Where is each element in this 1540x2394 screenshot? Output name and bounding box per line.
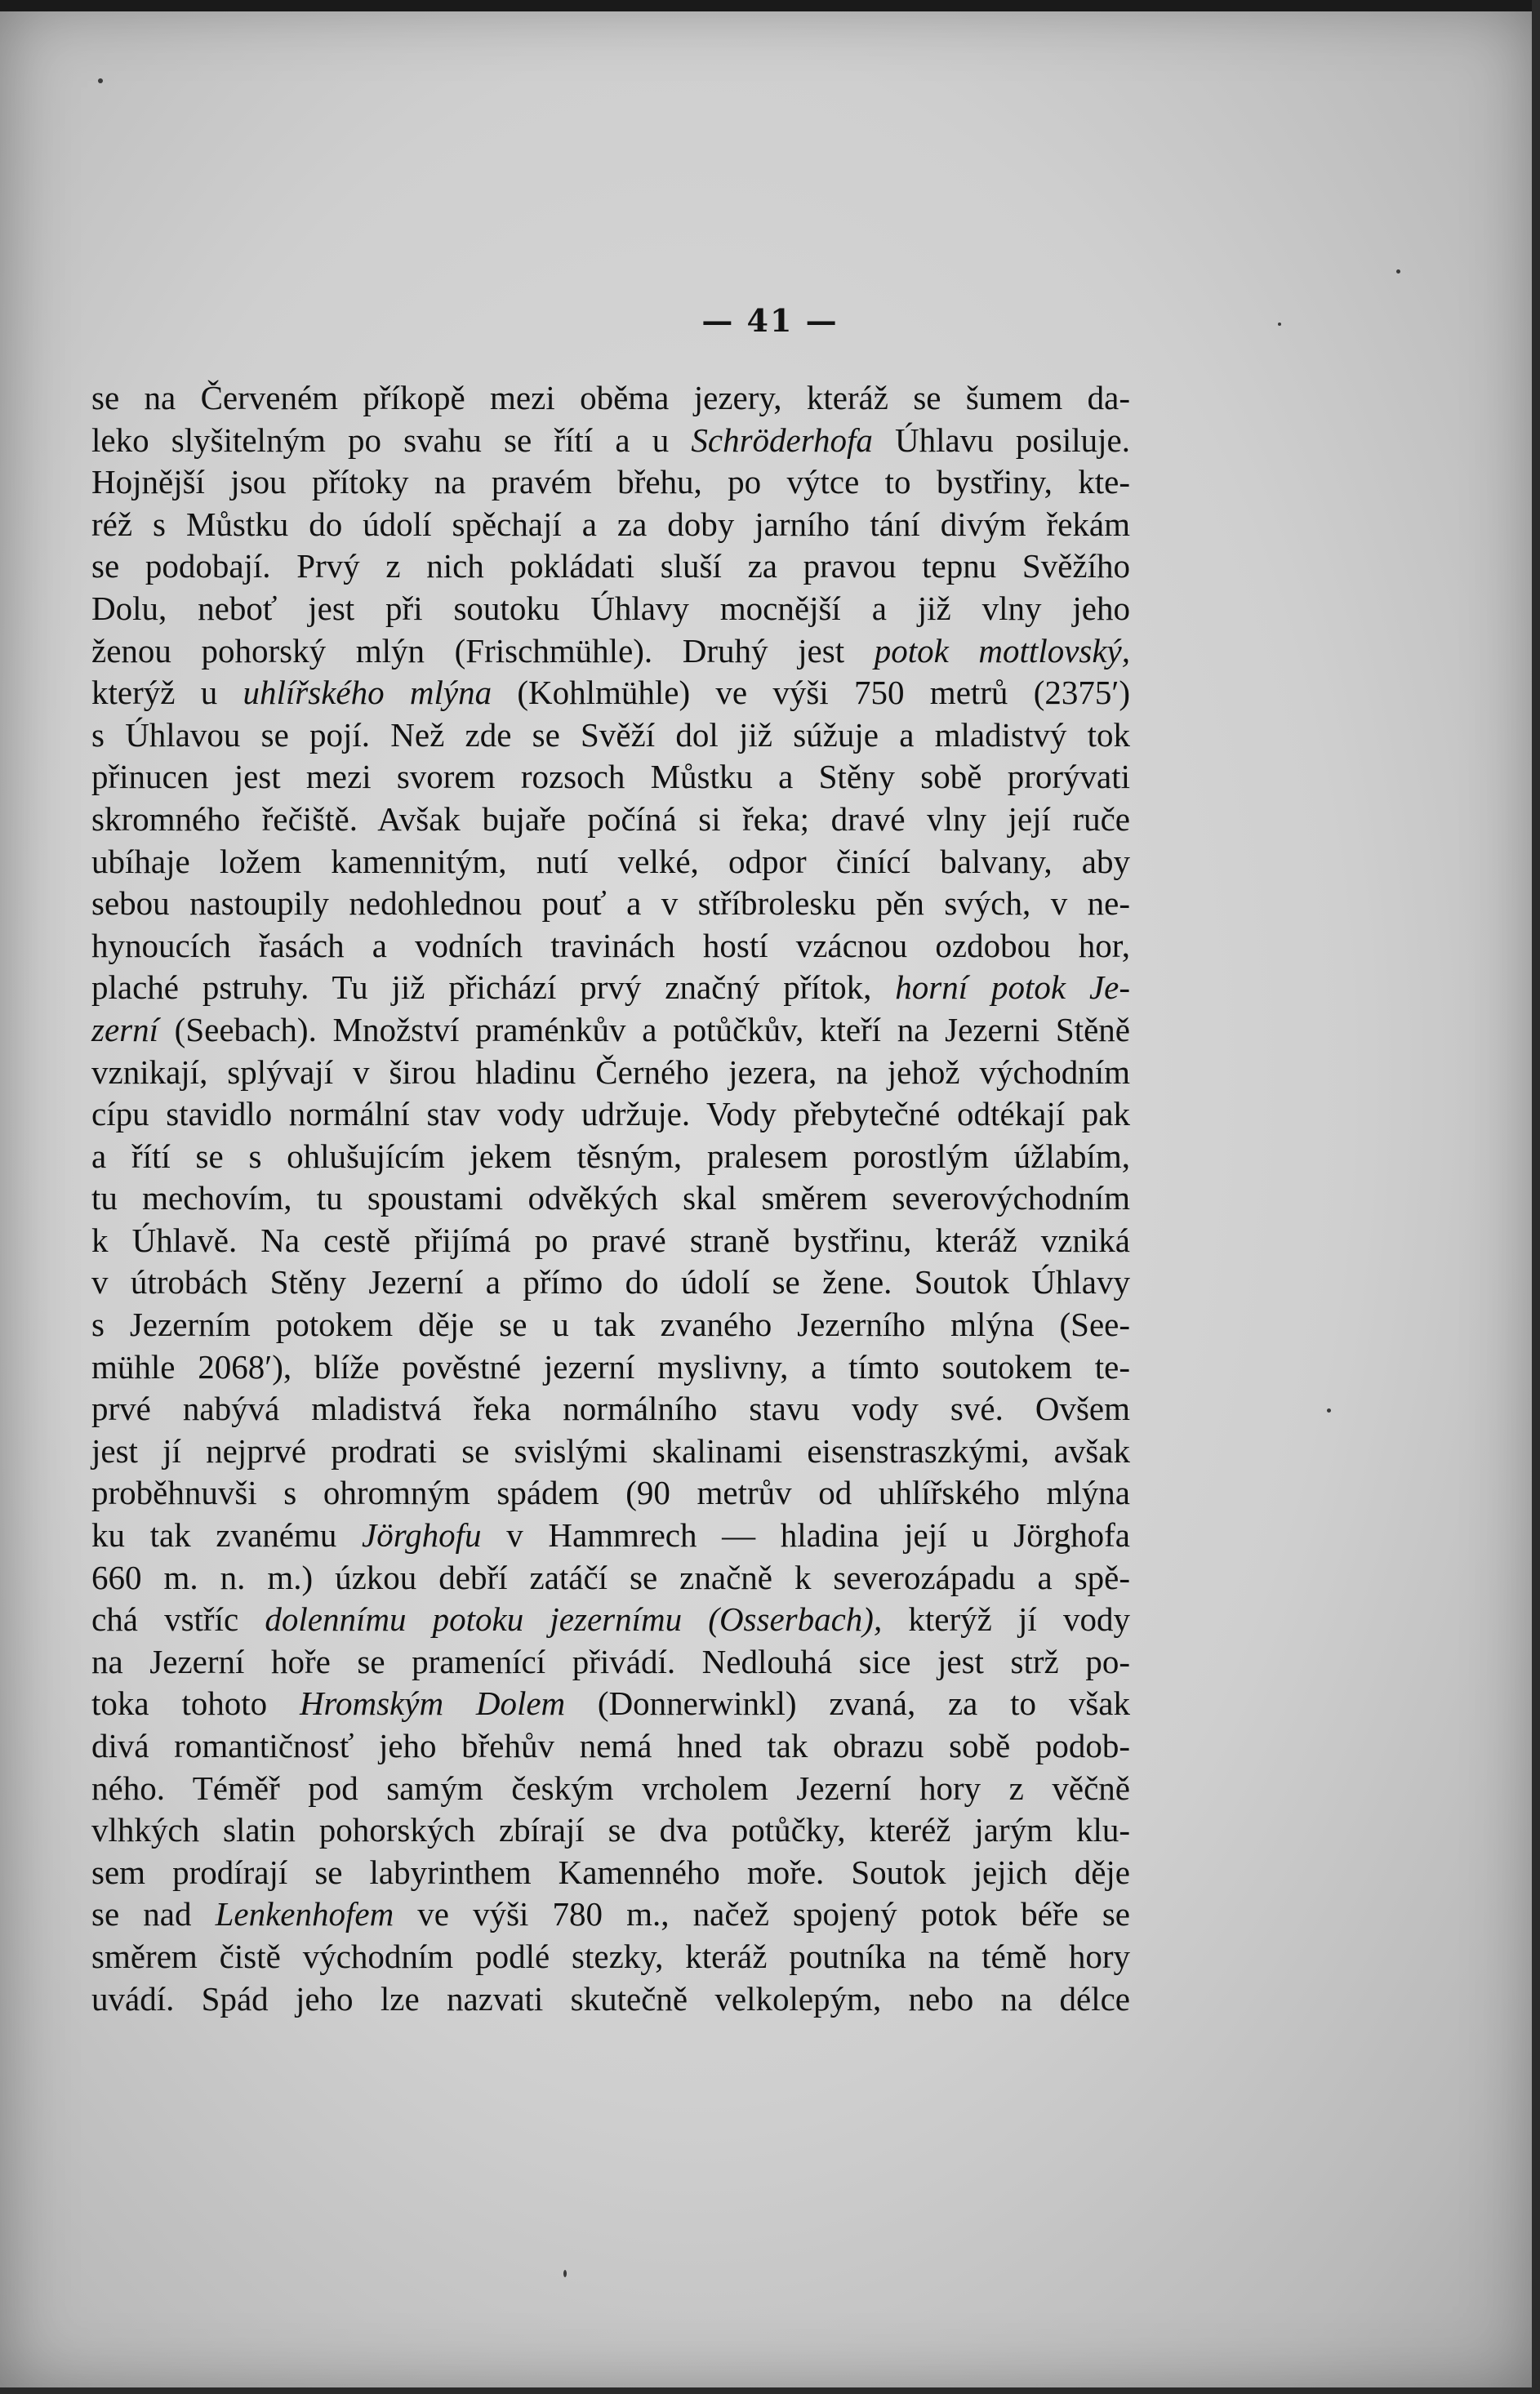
italic-segment: uhlířského mlýna [243, 674, 492, 712]
italic-segment: potok mottlovský, [874, 631, 1131, 670]
scan-edge-right [1532, 0, 1540, 2394]
text-line [91, 1852, 1130, 1894]
text-line [91, 1136, 1130, 1178]
text-segment: hynoucích řasách a vodních travinách hostí vzácnou ozdobou hor, [91, 926, 1130, 964]
text-line [91, 756, 1130, 799]
text-line [91, 1388, 1130, 1431]
text-line [91, 1809, 1130, 1852]
text-segment: sem prodírají se labyrinthem Kamenného moře. Soutok jejich děje [91, 1853, 1130, 1891]
text-line [91, 1725, 1130, 1768]
text-segment: kterýž u [91, 674, 243, 712]
text-line [91, 841, 1130, 883]
text-line [91, 1220, 1130, 1262]
text-line [91, 1936, 1130, 1978]
text-segment: réž s Můstku do údolí spěchají a za doby jarního tání divým řekám [91, 505, 1130, 543]
text-segment: v útrobách Stěny Jezerní a přímo do údolí se žene. Soutok Úhlavy [91, 1263, 1130, 1302]
text-segment: Úhlavu posiluje. [872, 421, 1131, 459]
text-segment: skromného řečiště. Avšak bujaře počíná si řeka; dravé vlny její ruče [91, 799, 1130, 838]
italic-segment: horní potok Je- [895, 968, 1131, 1007]
text-segment: mühle 2068′), blíže pověstné jezerní myslivny, a tímto soutokem te- [91, 1347, 1130, 1386]
text-line [91, 377, 1130, 420]
text-segment: a řítí se s ohlušujícím jekem těsným, pralesem porostlým úžlabím, [91, 1137, 1130, 1175]
speck-mark [1327, 1408, 1331, 1413]
italic-segment: Lenkenhofem [215, 1895, 394, 1933]
page-number: — 41 — [701, 302, 839, 339]
text-segment: v Hammrech — hladina její u Jörghofa [481, 1516, 1131, 1555]
text-line [91, 461, 1130, 504]
text-line [91, 1557, 1130, 1600]
italic-segment: Jörghofu [362, 1516, 482, 1555]
text-segment: leko slyšitelným po svahu se řítí a u [91, 421, 692, 459]
text-segment: ubíhaje ložem kamennitým, nutí velké, odpor činící balvany, aby [91, 842, 1130, 880]
italic-segment: dolennímu potoku jezernímu (Osserbach), [265, 1600, 883, 1639]
scan-edge-top [0, 0, 1540, 11]
text-line [91, 1177, 1130, 1220]
text-segment: ženou pohorský mlýn (Frischmühle). Druhý jest [91, 631, 875, 670]
italic-segment: Hromským Dolem [299, 1684, 566, 1723]
text-line [91, 1472, 1130, 1515]
text-segment: 660 m. n. m.) úzkou debří zatáčí se značně k severozápadu a spě- [91, 1558, 1130, 1596]
text-segment: přinucen jest mezi svorem rozsoch Můstku a Stěny sobě prorývati [91, 758, 1130, 796]
text-line [91, 545, 1130, 588]
italic-segment: Schröderhofa [691, 421, 873, 459]
text-segment: sebou nastoupily nedohlednou pouť a v stříbrolesku pěn svých, v ne- [91, 884, 1130, 923]
text-segment: s Úhlavou se pojí. Než zde se Svěží dol již súžuje a mladistvý tok [91, 715, 1130, 754]
text-segment: s Jezerním potokem děje se u tak zvaného Jezerního mlýna (See- [91, 1306, 1130, 1344]
text-segment: směrem čistě východním podlé stezky, kteráž poutníka na témě hory [91, 1937, 1130, 1975]
text-line [91, 1093, 1130, 1136]
text-segment: se podobají. Prvý z nich pokládati sluší za pravou tepnu Svěžího [91, 547, 1130, 585]
text-line [91, 1978, 1130, 2021]
text-line [91, 967, 1130, 1009]
text-segment: k Úhlavě. Na cestě přijímá po pravé straně bystřinu, kteráž vzniká [91, 1221, 1130, 1259]
text-segment: (Seebach). Množství praménkův a potůčkův, kteří na Jezerni Stěně [158, 1010, 1130, 1048]
text-segment: Dolu, neboť jest při soutoku Úhlavy mocnější a již vlny jeho [91, 589, 1130, 627]
speck-mark [98, 78, 103, 83]
text-line [91, 1515, 1130, 1557]
text-segment: se nad [91, 1895, 216, 1933]
speck-mark [1396, 269, 1400, 274]
text-segment: vznikají, splývají v širou hladinu Černého jezera, na jehož východním [91, 1052, 1130, 1091]
text-line [91, 1304, 1130, 1346]
text-line [91, 1431, 1130, 1473]
text-segment: tu mechovím, tu spoustami odvěkých skal směrem severovýchodním [91, 1179, 1130, 1217]
text-line [91, 420, 1130, 462]
text-segment: na Jezerní hoře se pramenící přivádí. Nedlouhá sice jest strž po- [91, 1642, 1130, 1680]
text-line [91, 714, 1130, 757]
text-segment: (Kohlmühle) ve výši 750 metrů (2375′) [492, 674, 1130, 712]
text-segment: proběhnuvši s ohromným spádem (90 metrův od uhlířského mlýna [91, 1474, 1130, 1512]
text-line [91, 1683, 1130, 1725]
italic-segment: zerní [91, 1010, 158, 1048]
text-segment: vlhkých slatin pohorských zbírají se dva potůčky, kteréž jarým klu- [91, 1811, 1130, 1849]
text-segment: prvé nabývá mladistvá řeka normálního stavu vody své. Ovšem [91, 1390, 1130, 1428]
text-segment: (Donnerwinkl) zvaná, za to však [565, 1684, 1130, 1723]
text-line [91, 630, 1130, 673]
text-segment: chá vstříc [91, 1600, 265, 1639]
text-line [91, 799, 1130, 841]
text-segment: cípu stavidlo normální stav vody udržuje. Vody přebytečné odtékají pak [91, 1095, 1130, 1133]
text-segment: plaché pstruhy. Tu již přichází prvý značný přítok, [91, 968, 896, 1007]
text-line [91, 1641, 1130, 1684]
text-segment: ného. Téměř pod samým českým vrcholem Jezerní hory z věčně [91, 1769, 1130, 1807]
body-text [91, 377, 1130, 2020]
text-line [91, 883, 1130, 925]
scan-edge-bottom [0, 2387, 1540, 2394]
text-line [91, 1768, 1130, 1810]
text-segment: jest jí nejprvé prodrati se svislými skalinami eisenstraszkými, avšak [91, 1431, 1130, 1470]
text-line [91, 1346, 1130, 1389]
text-segment: Hojnější jsou přítoky na pravém břehu, po výtce to bystřiny, kte- [91, 463, 1130, 501]
speck-mark [563, 2270, 567, 2277]
text-line [91, 672, 1130, 714]
text-segment: uvádí. Spád jeho lze nazvati skutečně velkolepým, nebo na délce [91, 1979, 1130, 2018]
text-segment: ve výši 780 m., načež spojený potok béře se [394, 1895, 1130, 1933]
text-segment: kterýž jí vody [882, 1600, 1130, 1639]
text-line [91, 1052, 1130, 1094]
text-segment: ku tak zvanému [91, 1516, 363, 1555]
text-segment: divá romantičnosť jeho břehův nemá hned tak obrazu sobě podob- [91, 1727, 1130, 1764]
text-line [91, 504, 1130, 546]
text-line [91, 1599, 1130, 1641]
text-line [91, 588, 1130, 630]
text-line [91, 1009, 1130, 1052]
text-line [91, 925, 1130, 968]
text-line [91, 1893, 1130, 1936]
text-segment: toka tohoto [91, 1684, 300, 1723]
text-line [91, 1262, 1130, 1304]
text-segment: se na Červeném příkopě mezi oběma jezery, kteráž se šumem da- [91, 379, 1130, 416]
